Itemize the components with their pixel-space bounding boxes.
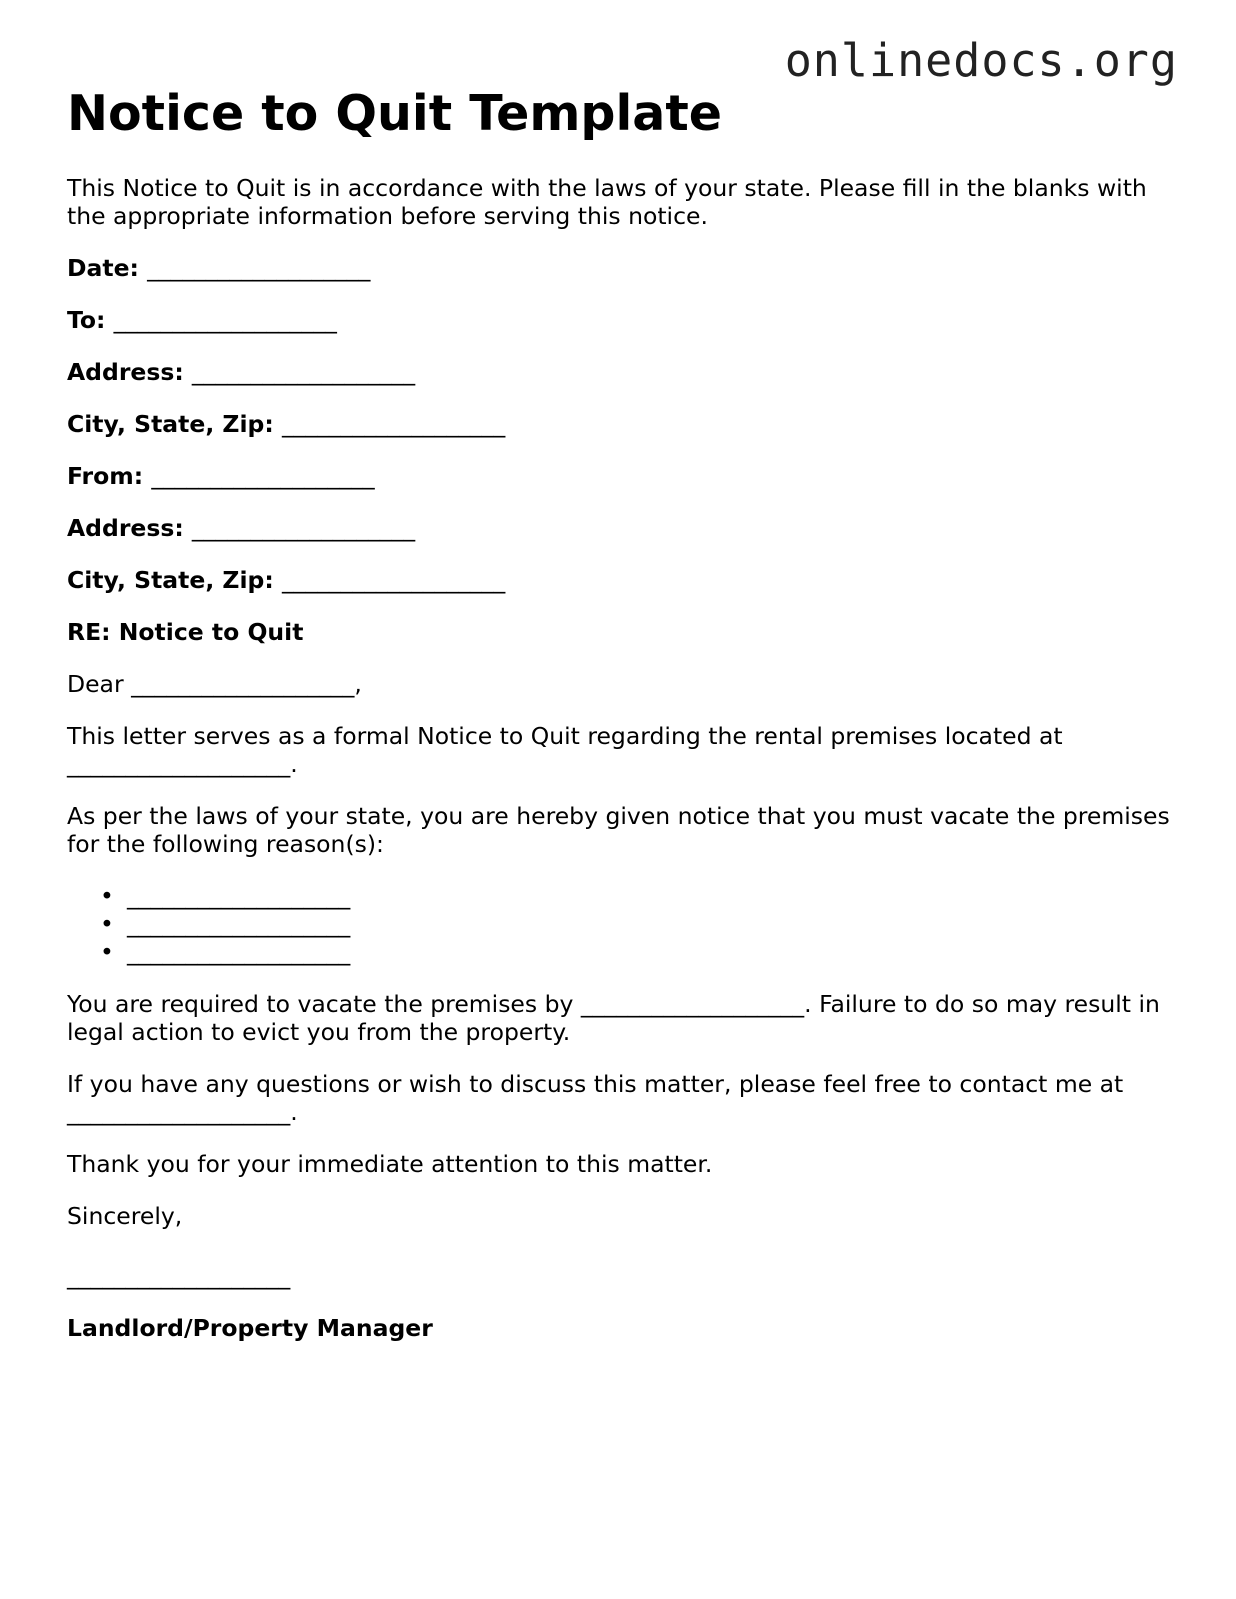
fill-blank[interactable]: ___________________ bbox=[113, 306, 337, 334]
contact-suffix: . bbox=[290, 1098, 298, 1126]
premises-text: This letter serves as a formal Notice to Quit regarding the rental premises located at bbox=[67, 722, 1063, 750]
list-item bbox=[100, 910, 1177, 938]
field-label: To: bbox=[67, 306, 106, 334]
list-item bbox=[100, 882, 1177, 910]
signature-line[interactable] bbox=[67, 1262, 1177, 1290]
field-from-address bbox=[67, 514, 1177, 542]
thanks-paragraph: Thank you for your immediate attention to this matter. bbox=[67, 1150, 713, 1178]
list-item bbox=[100, 938, 1177, 966]
fill-blank[interactable]: ___________________ bbox=[127, 910, 351, 938]
fill-blank[interactable]: ___________________ bbox=[191, 514, 416, 542]
vacate-text-after: . Failure to do so may result in legal action to evict you from the property. bbox=[67, 990, 1160, 1046]
salutation-suffix: , bbox=[354, 670, 362, 698]
closing: Sincerely, bbox=[67, 1202, 183, 1230]
signature-role: Landlord/Property Manager bbox=[67, 1314, 433, 1342]
document-page bbox=[67, 84, 1177, 1342]
fill-blank[interactable]: ___________________ bbox=[131, 670, 355, 698]
bullet-icon: • bbox=[100, 938, 114, 966]
document-title: Notice to Quit Template bbox=[67, 85, 722, 142]
field-label: City, State, Zip: bbox=[67, 410, 274, 438]
re-line: RE: Notice to Quit bbox=[67, 618, 304, 646]
bullet-icon: • bbox=[100, 882, 114, 910]
fill-blank[interactable]: ___________________ bbox=[147, 254, 371, 282]
field-label: From: bbox=[67, 462, 144, 490]
field-date bbox=[67, 254, 1177, 282]
fill-blank[interactable]: ___________________ bbox=[281, 566, 506, 594]
contact-text: If you have any questions or wish to discuss this matter, please feel free to contact me at bbox=[67, 1070, 1124, 1098]
field-label: Address: bbox=[67, 514, 184, 542]
vacate-text-before: You are required to vacate the premises by bbox=[67, 990, 574, 1018]
reasons-intro-paragraph: As per the laws of your state, you are hereby given notice that you must vacate the premises for the following reason(s): bbox=[67, 802, 1170, 858]
field-label: Date: bbox=[67, 254, 139, 282]
premises-paragraph bbox=[67, 722, 1177, 778]
field-from-city-state-zip bbox=[67, 566, 1177, 594]
contact-paragraph bbox=[67, 1070, 1177, 1126]
fill-blank[interactable]: ___________________ bbox=[67, 1098, 291, 1126]
salutation bbox=[67, 670, 1177, 698]
field-to-city-state-zip bbox=[67, 410, 1177, 438]
reasons-list bbox=[67, 882, 1177, 966]
premises-suffix: . bbox=[290, 750, 298, 778]
fill-blank[interactable]: ___________________ bbox=[67, 1262, 291, 1290]
field-to bbox=[67, 306, 1177, 334]
fill-blank[interactable]: ___________________ bbox=[67, 750, 291, 778]
fill-blank[interactable]: ___________________ bbox=[151, 462, 375, 490]
fill-blank[interactable]: ___________________ bbox=[127, 882, 351, 910]
watermark-logo: onlinedocs.org bbox=[784, 34, 1178, 87]
fill-blank[interactable]: ___________________ bbox=[127, 938, 351, 966]
fill-blank[interactable]: ___________________ bbox=[281, 410, 506, 438]
salutation-prefix: Dear bbox=[67, 670, 124, 698]
field-label: City, State, Zip: bbox=[67, 566, 274, 594]
bullet-icon: • bbox=[100, 910, 114, 938]
vacate-paragraph bbox=[67, 990, 1177, 1046]
field-from bbox=[67, 462, 1177, 490]
intro-paragraph: This Notice to Quit is in accordance with the laws of your state. Please fill in the blanks with the appropriate information before serving this notice. bbox=[67, 174, 1147, 230]
fill-blank[interactable]: ___________________ bbox=[191, 358, 416, 386]
fill-blank[interactable]: ___________________ bbox=[580, 990, 805, 1018]
field-to-address bbox=[67, 358, 1177, 386]
field-label: Address: bbox=[67, 358, 184, 386]
